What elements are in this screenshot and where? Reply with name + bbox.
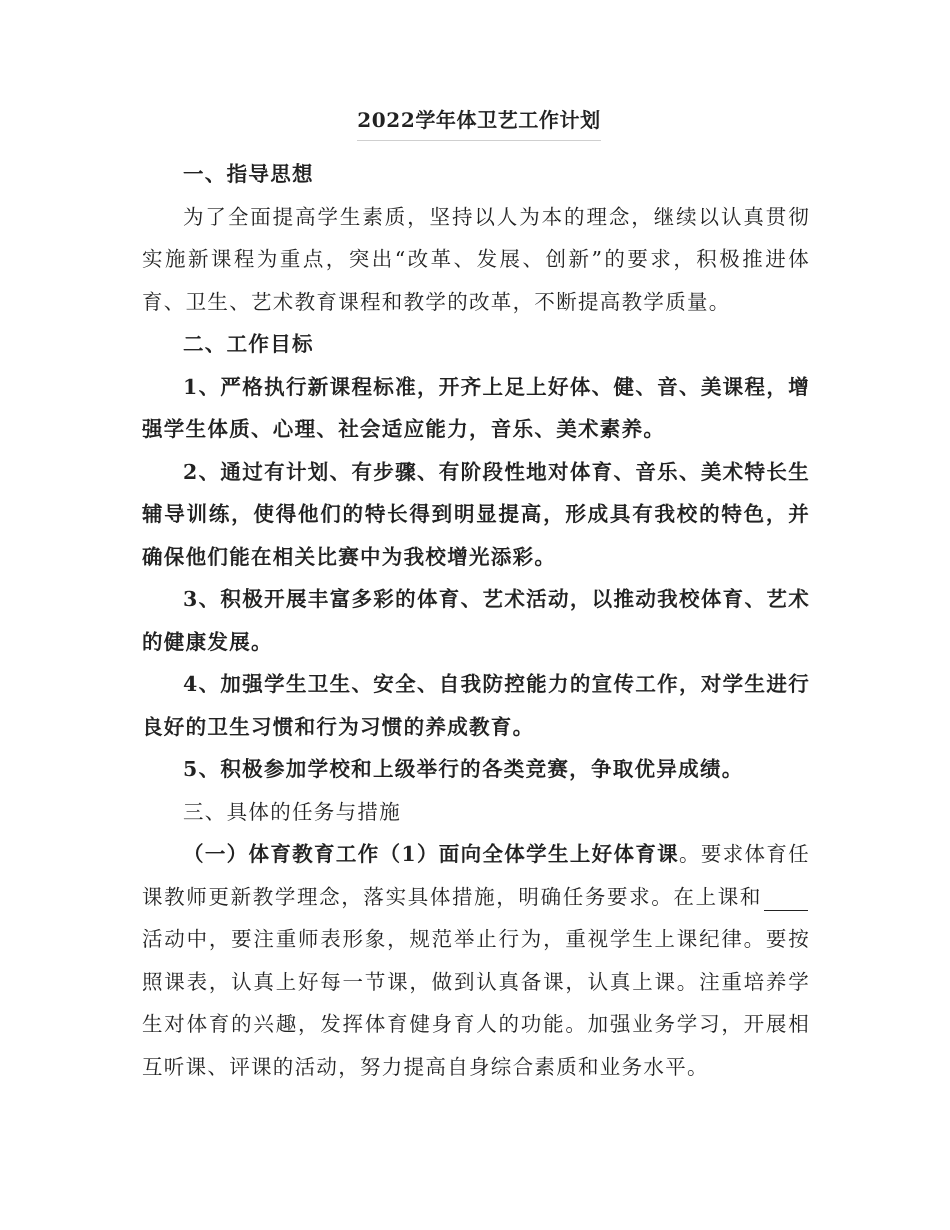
goal-item-3: 3、积极开展丰富多彩的体育、艺术活动，以推动我校体育、艺术的健康发展。 (142, 587, 810, 654)
pe-work-text-part2: 活动中，要注重师表形象，规范举止行为，重视学生上课纪律。要按照课表，认真上好每一节课，做到认真备课，认真上课。注重培养学生对体育的兴趣，发挥体育健身育人的功能。加强业务学习，开展相互听课、评课的活动，努力提高自身综合素质和业务水平。 (142, 927, 810, 1079)
section-heading-work-goals: 二、工作目标 (183, 332, 314, 356)
goal-item-2: 2、通过有计划、有步骤、有阶段性地对体育、音乐、美术特长生辅导训练，使得他们的特长得到明显提高，形成具有我校的特色，并确保他们能在相关比赛中为我校增光添彩。 (142, 459, 810, 569)
fill-in-blank-line (764, 886, 808, 911)
goal-item-4: 4、加强学生卫生、安全、自我防控能力的宣传工作，对学生进行良好的卫生习惯和行为习惯的养成教育。 (142, 672, 810, 739)
sub-heading-pe-work: （一）体育教育工作（1）面向全体学生上好体育课 (183, 842, 679, 866)
pe-work-text-part1: 。要求体育任课教师更新教学理念，落实具体措施，明确任务要求。在上课和 (142, 842, 810, 909)
section-heading-tasks-measures: 三、具体的任务与措施 (183, 799, 401, 824)
goal-item-1: 1、严格执行新课程标准，开齐上足上好体、健、音、美课程，增强学生体质、心理、社会适应能力，音乐、美术素养。 (142, 374, 810, 441)
paragraph-guiding-ideology: 为了全面提高学生素质，坚持以人为本的理念，继续以认真贯彻实施新课程为重点，突出“改革、发展、创新”的要求，积极推进体育、卫生、艺术教育课程和教学的改革，不断提高教学质量。 (142, 204, 810, 314)
goal-item-5: 5、积极参加学校和上级举行的各类竞赛，争取优异成绩。 (183, 757, 744, 781)
paragraph-pe-work (142, 833, 810, 1088)
section-heading-guiding-ideology: 一、指导思想 (183, 162, 314, 186)
document-title-text: 2022学年体卫艺工作计划 (357, 100, 600, 141)
document-title (142, 100, 810, 141)
